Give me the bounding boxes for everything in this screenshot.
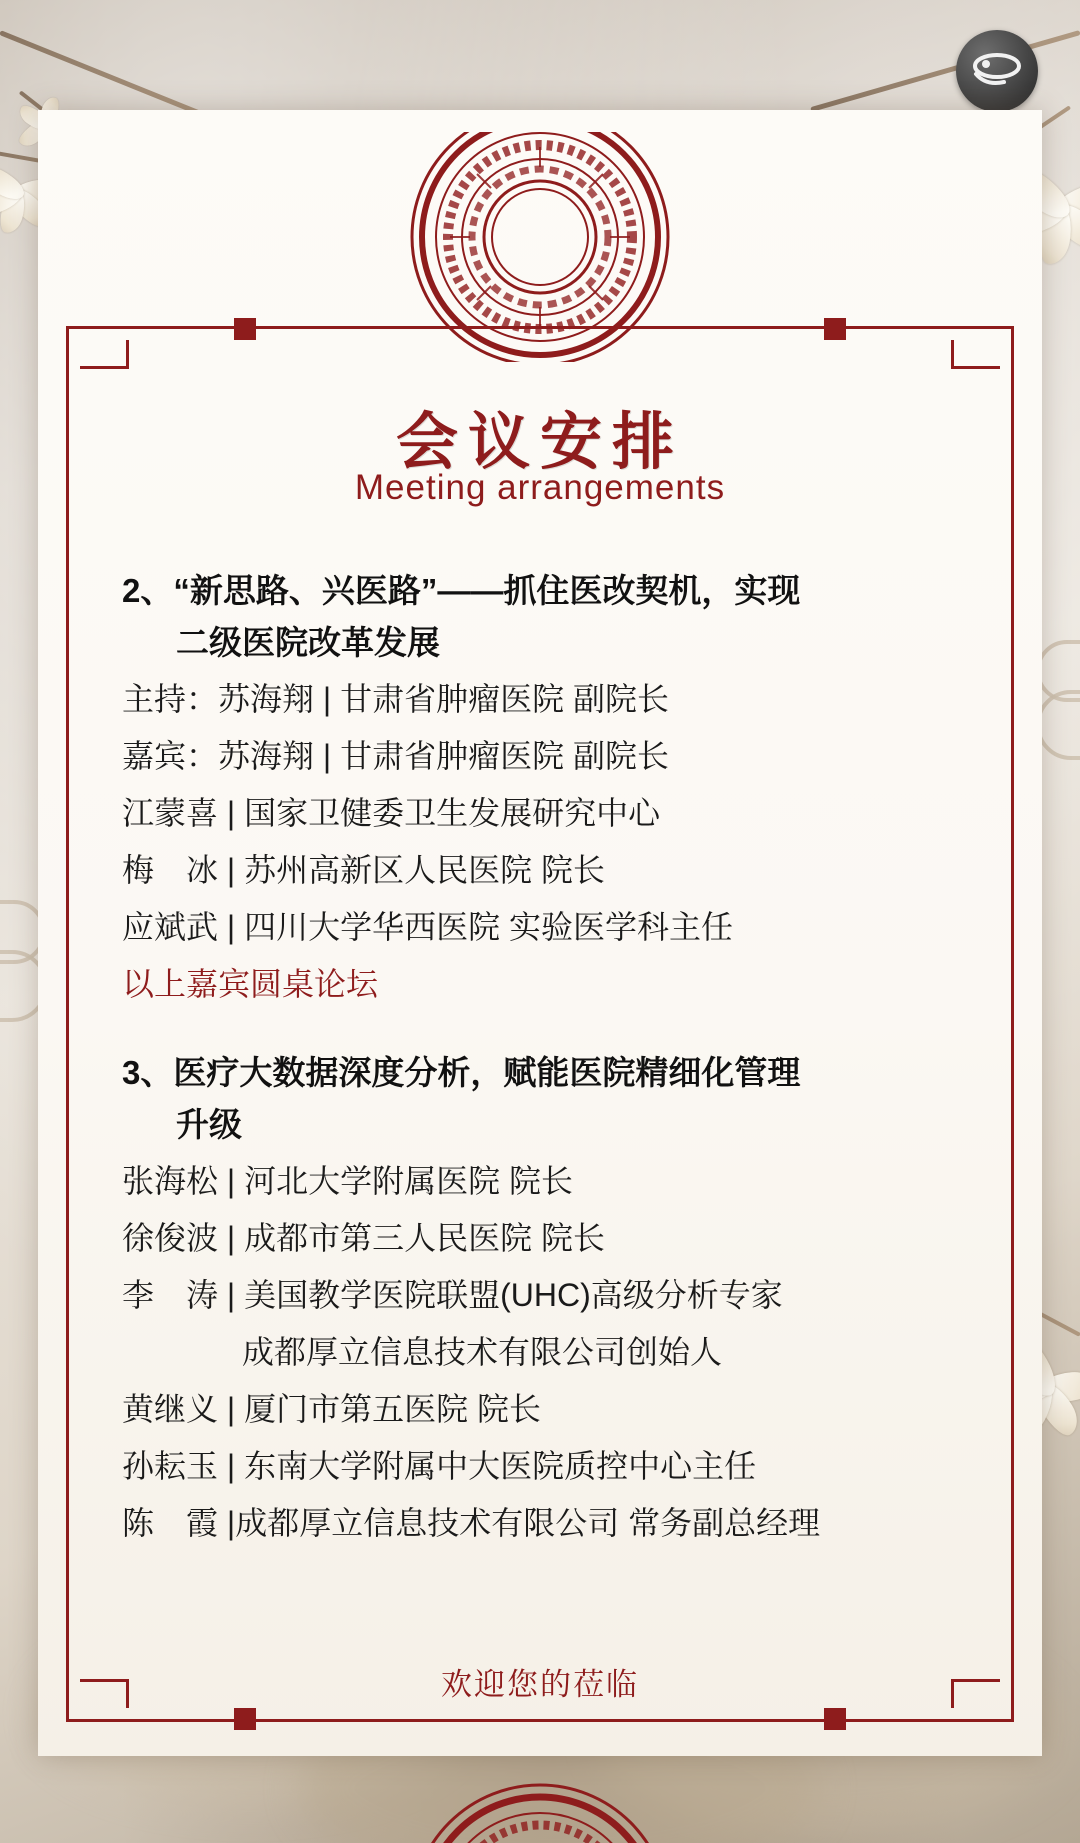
agenda-line: 张海松 | 河北大学附属医院 院长	[122, 1163, 573, 1200]
bottom-seal-ornament-icon	[390, 1763, 690, 1843]
agenda-line: 成都厚立信息技术有限公司创始人	[242, 1334, 723, 1371]
agenda-line: 梅 冰 | 苏州高新区人民医院 院长	[122, 852, 605, 889]
section-heading-line2: 升级	[176, 1106, 242, 1144]
poster-card	[38, 110, 1042, 1756]
agenda-line: 李 涛 | 美国教学医院联盟(UHC)高级分析专家	[122, 1277, 783, 1314]
agenda-line: 应斌武 | 四川大学华西医院 实验医学科主任	[122, 909, 733, 946]
frame-corner-square	[824, 1708, 846, 1730]
section-heading	[122, 1047, 972, 1151]
agenda-line: 徐俊波 | 成都市第三人民医院 院长	[122, 1220, 605, 1257]
welcome-footer: 欢迎您的莅临	[441, 1667, 639, 1702]
frame-corner-square	[234, 1708, 256, 1730]
agenda-section	[122, 1047, 972, 1552]
frame-corner-square	[234, 318, 256, 340]
section-heading	[122, 565, 972, 669]
frame-corner-hook	[951, 340, 1000, 369]
page-subtitle: Meeting arrangements	[354, 468, 726, 507]
agenda-line: 江蒙喜 | 国家卫健委卫生发展研究中心	[122, 795, 661, 832]
agenda-content	[122, 565, 972, 1552]
agenda-line: 陈 霞 |成都厚立信息技术有限公司 常务副总经理	[122, 1504, 821, 1541]
agenda-line: 嘉宾：苏海翔 | 甘肃省肿瘤医院 副院长	[122, 738, 669, 775]
agenda-line: 孙耘玉 | 东南大学附属中大医院质控中心主任	[122, 1447, 757, 1484]
agenda-section	[122, 565, 972, 1013]
agenda-note: 以上嘉宾圆桌论坛	[122, 966, 379, 1003]
frame-corner-hook	[80, 340, 129, 369]
section-gap	[122, 1013, 972, 1047]
section-heading-line2: 二级医院改革发展	[176, 624, 440, 662]
section-heading-line1: 3、医疗大数据深度分析，赋能医院精细化管理	[122, 1053, 801, 1091]
page-title: 会议安排	[395, 409, 684, 477]
section-heading-line1: 2、“新思路、兴医路”——抓住医改契机，实现	[122, 572, 801, 609]
agenda-line: 黄继义 | 厦门市第五医院 院长	[122, 1391, 541, 1428]
app-logo-icon[interactable]	[956, 30, 1038, 112]
frame-corner-square	[824, 318, 846, 340]
edge-scroll-decoration-right	[1036, 690, 1080, 760]
agenda-line: 主持：苏海翔 | 甘肃省肿瘤医院 副院长	[122, 681, 669, 718]
